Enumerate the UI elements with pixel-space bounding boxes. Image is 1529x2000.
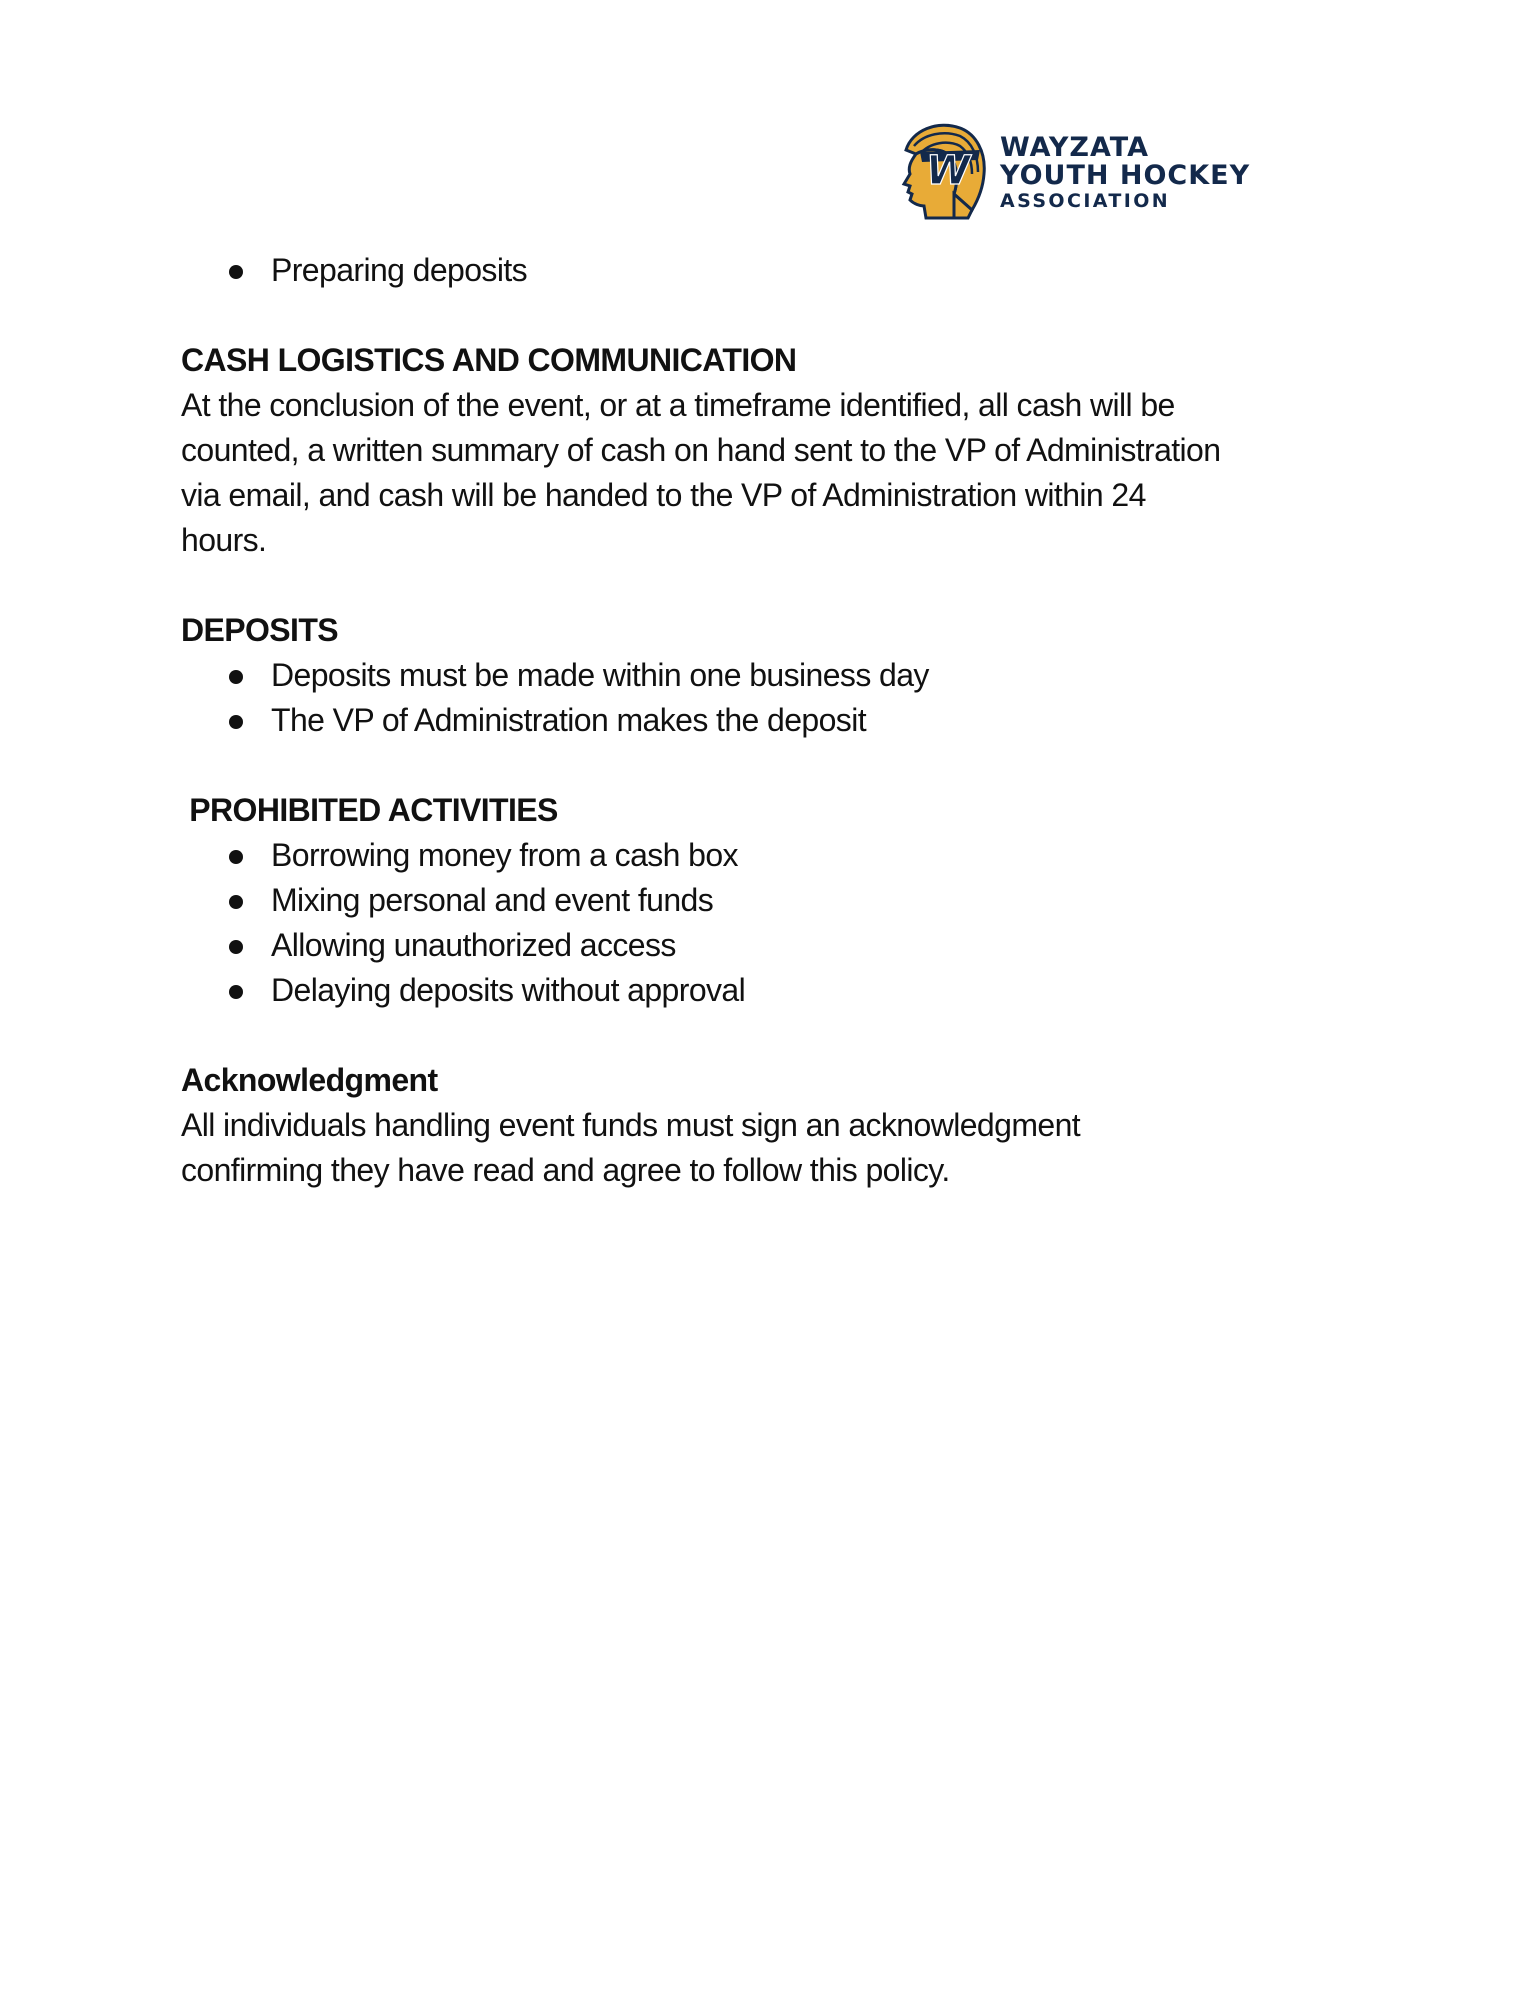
list-item: [181, 248, 1381, 293]
list-item: [181, 968, 1381, 1013]
list-item: [181, 833, 1381, 878]
bullet-icon: [229, 985, 243, 999]
bullet-icon: [229, 850, 243, 864]
paragraph-line: counted, a written summary of cash on hand sent to the VP of Administration: [181, 432, 1221, 468]
list-item-text: Deposits must be made within one business day: [271, 657, 929, 693]
section-cash-logistics: [181, 338, 1381, 563]
list-item-text: Allowing unauthorized access: [271, 927, 676, 963]
bullet-icon: [229, 895, 243, 909]
logo-line-wayzata: WAYZATA: [1000, 131, 1150, 163]
prohibited-bullet-list: [181, 833, 1381, 1013]
trojan-helmet-icon: [898, 122, 990, 222]
section-heading: DEPOSITS: [181, 612, 339, 648]
bullet-icon: [229, 265, 243, 279]
document-body: [181, 248, 1381, 1193]
section-heading: PROHIBITED ACTIVITIES: [181, 792, 558, 828]
list-item: [181, 653, 1381, 698]
logo-wordmark: [1000, 131, 1251, 212]
list-item-text: Preparing deposits: [271, 252, 528, 288]
list-item-text: The VP of Administration makes the deposit: [271, 702, 866, 738]
wayzata-youth-hockey-logo: [898, 122, 1288, 222]
section-deposits: [181, 608, 1381, 743]
list-item: [181, 878, 1381, 923]
list-item: [181, 698, 1381, 743]
paragraph-line: At the conclusion of the event, or at a timeframe identified, all cash will be: [181, 387, 1175, 423]
section-heading: CASH LOGISTICS AND COMMUNICATION: [181, 342, 797, 378]
list-item-text: Delaying deposits without approval: [271, 972, 746, 1008]
paragraph-line: via email, and cash will be handed to the VP of Administration within 24: [181, 477, 1146, 513]
emblem-letter: W: [925, 148, 971, 194]
section-paragraph: [181, 1103, 1381, 1193]
section-paragraph: [181, 383, 1381, 563]
paragraph-line: hours.: [181, 522, 267, 558]
paragraph-line: confirming they have read and agree to follow this policy.: [181, 1152, 950, 1188]
bullet-icon: [229, 715, 243, 729]
bullet-icon: [229, 670, 243, 684]
list-item: [181, 923, 1381, 968]
deposits-bullet-list: [181, 653, 1381, 743]
list-item-text: Mixing personal and event funds: [271, 882, 714, 918]
logo-line-association: ASSOCIATION: [1000, 189, 1171, 212]
paragraph-line: All individuals handling event funds must sign an acknowledgment: [181, 1107, 1081, 1143]
intro-bullet-list: [181, 248, 1381, 293]
bullet-icon: [229, 940, 243, 954]
logo-line-youth-hockey: YOUTH HOCKEY: [1000, 159, 1251, 191]
list-item-text: Borrowing money from a cash box: [271, 837, 738, 873]
section-acknowledgment: [181, 1058, 1381, 1193]
section-heading: Acknowledgment: [181, 1062, 438, 1098]
section-prohibited-activities: [181, 788, 1381, 1013]
